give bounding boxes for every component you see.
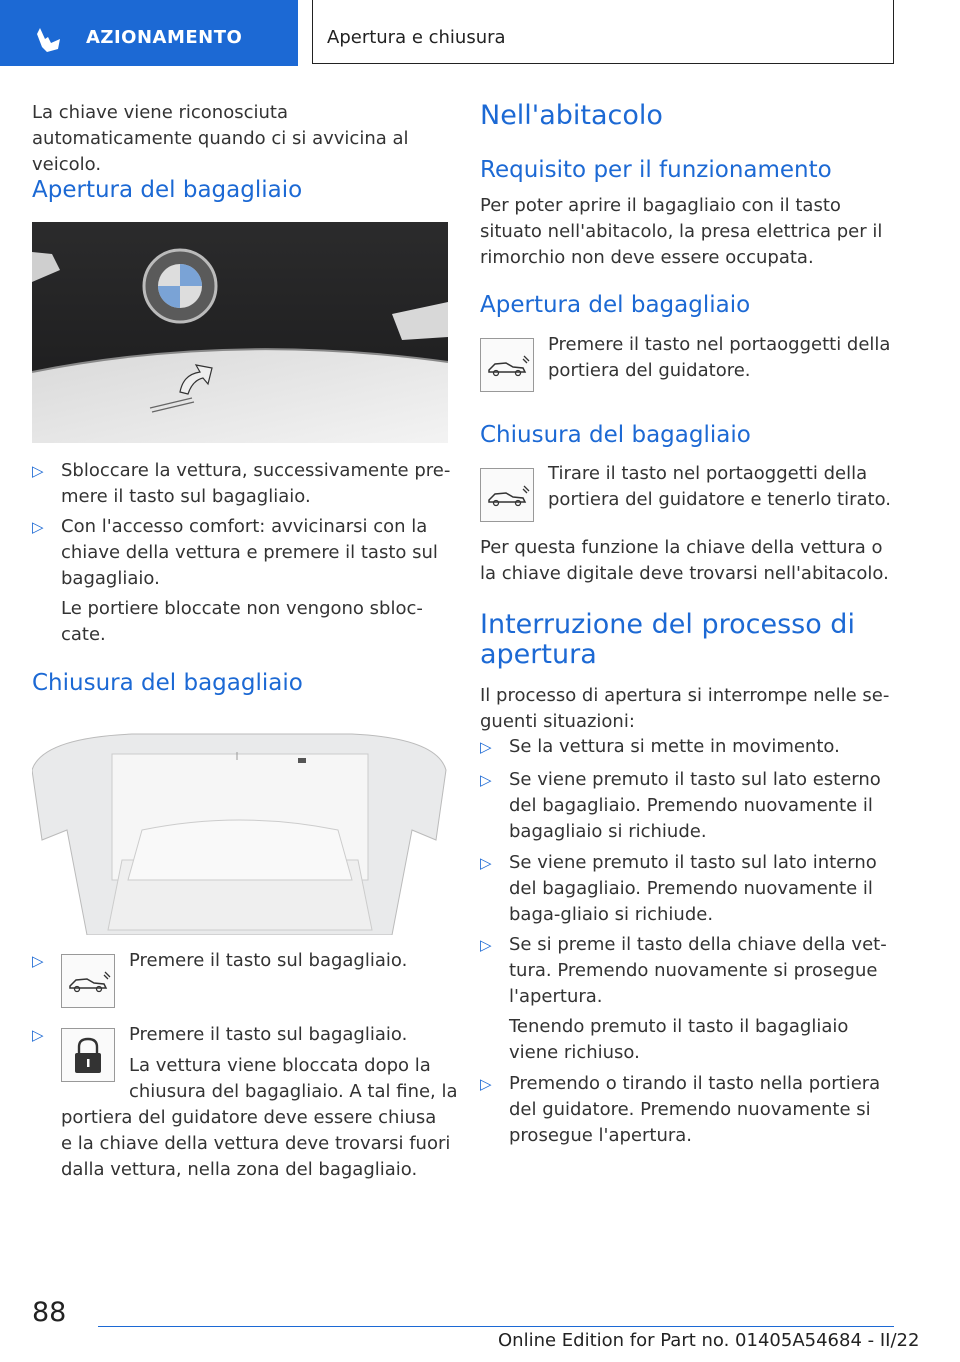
intro-text: La chiave viene riconosciuta automaticamente quando ci si avvicina al veicolo. <box>32 102 409 175</box>
close-note-line-c: portiera del guidatore deve essere chiusa e la chiave della vettura deve trovarsi fuori dalla vettura, nella zona del bagagliaio. <box>61 1107 451 1180</box>
bullet-triangle-icon: ▷ <box>480 738 492 756</box>
bullet-triangle-icon: ▷ <box>480 771 492 789</box>
chapter-title: Apertura e chiusura <box>327 27 506 48</box>
section-tab <box>0 0 298 66</box>
chapter-header <box>312 0 894 64</box>
close-note-line-a: La vettura viene bloccata dopo la <box>129 1055 431 1076</box>
open-cabin-text: Premere il tasto nel portaoggetti della portiera del guidatore. <box>548 334 891 381</box>
section-label: AZIONAMENTO <box>86 27 243 48</box>
interrupt-note: Tenendo premuto il tasto il bagagliaio viene richiuso. <box>509 1016 849 1063</box>
lock-button-icon <box>61 1028 115 1082</box>
heading-open-trunk-cabin: Apertura del bagagliaio <box>480 292 751 318</box>
heading-open-trunk: Apertura del bagagliaio <box>32 177 303 203</box>
heading-close-trunk: Chiusura del bagagliaio <box>32 670 303 696</box>
interrupt-intro: Il processo di apertura si interrompe nelle se-guenti situazioni: <box>480 685 890 732</box>
heading-cabin: Nell'abitacolo <box>480 100 663 131</box>
open-note: Le portiere bloccate non vengono sbloc-cate. <box>61 598 423 645</box>
bullet-triangle-icon: ▷ <box>480 936 492 954</box>
list-item: ▷ Se viene premuto il tasto sul lato interno del bagagliaio. Premendo nuovamente il baga-gliaio si richiude. <box>480 852 877 925</box>
bullet-triangle-icon: ▷ <box>32 952 44 970</box>
hand-pointer-icon <box>34 25 64 55</box>
heading-requirement: Requisito per il funzionamento <box>480 157 832 183</box>
list-item: ▷ Con l'accesso comfort: avvicinarsi con la chiave della vettura e premere il tasto sul bagagliaio. <box>32 516 438 589</box>
heading-close-trunk-cabin: Chiusura del bagagliaio <box>480 422 751 448</box>
trunk-button-icon <box>480 468 534 522</box>
bullet-triangle-icon: ▷ <box>32 518 44 536</box>
page-number: 88 <box>32 1297 67 1328</box>
bullet-triangle-icon: ▷ <box>480 1075 492 1093</box>
footer-edition: Online Edition for Part no. 01405A54684 - II/22 <box>498 1330 920 1351</box>
trunk-lid-photo <box>32 222 448 443</box>
heading-interrupt: Interruzione del processo di apertura <box>480 609 855 670</box>
footer-divider <box>98 1326 894 1327</box>
list-item: ▷ Se viene premuto il tasto sul lato esterno del bagagliaio. Premendo nuovamente il bagagliaio si richiude. <box>480 769 881 842</box>
trunk-button-icon <box>61 954 115 1008</box>
trunk-interior-photo <box>32 730 448 935</box>
close-cabin-text: Tirare il tasto nel portaoggetti della portiera del guidatore e tenerlo tirato. <box>548 463 892 510</box>
list-item: ▷ Premendo o tirando il tasto nella portiera del guidatore. Premendo nuovamente si prosegue l'apertura. <box>480 1073 881 1146</box>
list-item: ▷ Se la vettura si mette in movimento. <box>480 734 900 760</box>
list-item: ▷ Se si preme il tasto della chiave della vet-tura. Premendo nuovamente si prosegue l'apertura. <box>480 934 887 1007</box>
bullet-triangle-icon: ▷ <box>480 854 492 872</box>
close-note-line-b: chiusura del bagagliaio. A tal fine, la <box>129 1081 458 1102</box>
bullet-triangle-icon: ▷ <box>32 1026 44 1044</box>
trunk-button-icon <box>480 338 534 392</box>
key-requirement-text: Per questa funzione la chiave della vettura o la chiave digitale deve trovarsi nell'abitacolo. <box>480 537 889 584</box>
requirement-text: Per poter aprire il bagagliaio con il tasto situato nell'abitacolo, la presa elettrica per il rimorchio non deve essere occupata. <box>480 195 883 268</box>
close-step-1: Premere il tasto sul bagagliaio. <box>129 950 408 971</box>
list-item: ▷ Sbloccare la vettura, successivamente pre-mere il tasto sul bagagliaio. <box>32 460 451 507</box>
bullet-triangle-icon: ▷ <box>32 462 44 480</box>
close-step-2: Premere il tasto sul bagagliaio. <box>129 1024 408 1045</box>
